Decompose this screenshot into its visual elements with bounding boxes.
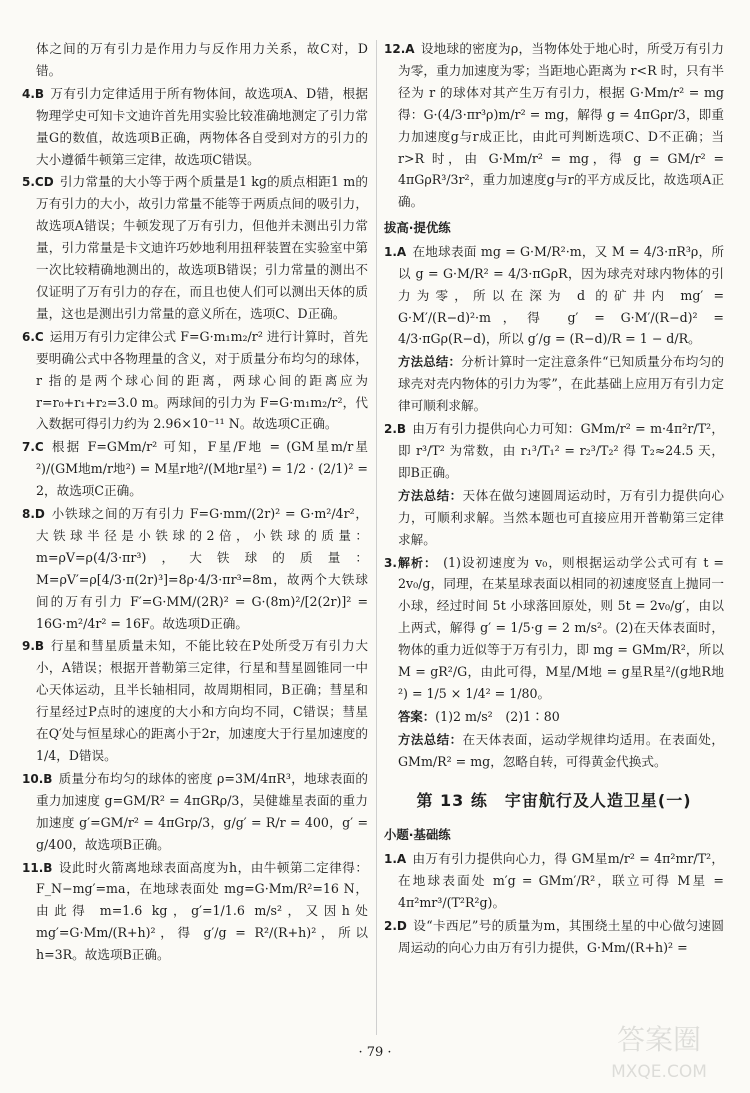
answer-10: 10.B 质量分布均匀的球体的密度 ρ=3M/4πR³，地球表面的重力加速度 g=GM/R² = 4πGRρ/3，吴健雄星表面的重力加速度 g′=GM/r² = 4πGrρ/3，g/g′ = R/r = 400，g′ = g/400，故选项B正确。 bbox=[22, 770, 368, 852]
answer-7: 7.C 根据 F=GMm/r² 可知，F星/F地 = (GM星m/r星²)/(GM地m/r地²) = M星r地²/(M地r星²) = 1/2 · (2/1)² = 2，故选项C正确。 bbox=[22, 439, 368, 499]
watermark-line-2: MXQE.COM bbox=[611, 1062, 707, 1082]
advanced-answer-2-method: 方法总结：天体在做匀速圆周运动时，万有引力提供向心力，可顺利求解。当然本题也可直接应用开普勒第三定律求解。 bbox=[398, 487, 724, 547]
column-divider bbox=[376, 40, 377, 1035]
chapter-title: 第 13 练 宇宙航行及人造卫星(一) bbox=[416, 790, 692, 810]
answer-5: 5.CD 引力常量的大小等于两个质量是1 kg的质点相距1 m的万有引力的大小，故引力常量不能等于两质点间的吸引力，故选项A错误；牛顿发现了万有引力，但他并未测出引力常量，引力常量是卡文迪许巧妙地利用扭秤装置在实验室中第一次比较精确地测出的，故选项B错误；引力常量的测出不仅证明了万有引力的存在，而且也使人们可以测出天体的质量，这也是测出引力常量的意义所在，选项C、D正确。 bbox=[22, 174, 368, 321]
advanced-answer-2: 2.B 由万有引力提供向心力可知：GMm/r² = m·4π²r/T²，即 r³/T² 为常数，由 r₁³/T₁² = r₂³/T₂² 得 T₂≈24.5 天，即B正确。 bbox=[384, 421, 724, 480]
basic-answer-2: 2.D 设“卡西尼”号的质量为m，其围绕土星的中心做匀速圆周运动的向心力由万有引力提供，G·Mm/(R+h)² = bbox=[384, 917, 724, 955]
answer-11: 11.B 设此时火箭离地球表面高度为h，由牛顿第二定律得：F_N−mg′=ma，在地球表面处 mg=G·Mm/R²=16 N，由此得 m=1.6 kg，g′=1/1.6 m/s²，又因h处 mg′=G·Mm/(R+h)²，得 g′/g = R²/(R+h)²，所以 h=3R。故选项B正确。 bbox=[22, 859, 368, 963]
section-advanced-heading: 拔高·提优练 bbox=[384, 220, 451, 236]
watermark-logo bbox=[584, 1015, 734, 1085]
right-column bbox=[384, 38, 724, 1041]
watermark-line-1: 答案圈 bbox=[616, 1023, 702, 1056]
answer-12: 12.A 设地球的密度为ρ，当物体处于地心时，所受万有引力为零，重力加速度为零；当距地心距离为 r<R 时，只有半径为 r 的球体对其产生万有引力，根据 G·Mm/r² = mg 得：G·(4/3·πr³ρ)m/r² = mg，解得 g = 4πGρr/3，即重力加速度g与r成正比，由此可判断选项C、D不正确；当 r>R 时，由 G·Mm/r² = mg，得 g = GM/r² = 4πGρR³/3r²，重力加速度g与r的平方成反比，故选项A正确。 bbox=[384, 41, 724, 210]
answer-9: 9.B 行星和彗星质量未知，不能比较在P处所受万有引力大小，A错误；根据开普勒第三定律，行星和彗星圆锥同一中心天体运动，且半长轴相同，故周期相同，B正确；彗星和行星经过P点时的速度的大小和方向均不同，C错误；彗星在Q′处与恒星球心的距离小于2r，加速度大于行星加速度的1/4，D错误。 bbox=[22, 638, 368, 763]
page-number: · 79 · bbox=[358, 1045, 392, 1061]
advanced-answer-1: 1.A 在地球表面 mg = G·M/R²·m，又 M = 4/3·πR³ρ，所以 g = G·M/R² = 4/3·πGρR，因为球壳对球内物体的引力为零，所以在深为 d 的矿井内 mg′ = G·M′/(R−d)²·m，得 g′ = G·M′/(R−d)² = 4/3·πGρ(R−d)，所以 g′/g = (R−d)/R = 1 − d/R。 bbox=[384, 243, 724, 347]
section-basic-heading: 小题·基础练 bbox=[384, 827, 451, 843]
advanced-answer-1-method: 方法总结：分析计算时一定注意条件“已知质量分布均匀的球壳对壳内物体的引力为零”，在此基础上应用万有引力定律可顺利求解。 bbox=[398, 354, 724, 414]
advanced-answer-3-answer: 答案：(1)2 m/s² (2)1∶80 bbox=[398, 708, 560, 724]
advanced-answer-3-method: 方法总结：在天体表面，运动学规律均适用。在表面处，GMm/R² = mg，忽略自转，可得黄金代换式。 bbox=[398, 731, 724, 769]
left-column bbox=[22, 38, 368, 1041]
answer-8: 8.D 小铁球之间的万有引力 F=G·mm/(2r)² = G·m²/4r²，大铁球半径是小铁球的2倍，小铁球的质量：m=ρV=ρ(4/3·πr³)，大铁球的质量：M=ρV′=ρ[4/3·π(2r)³]=8ρ·4/3·πr³=8m，故两个大铁球间的万有引力 F′=G·MM/(2R)² = G·(8m)²/[2(2r)]² = 16G·m²/4r² = 16F。故选项D正确。 bbox=[22, 506, 368, 631]
answer-3-continued: 体之间的万有引力是作用力与反作用力关系，故C对，D错。 bbox=[36, 41, 368, 78]
answer-6: 6.C 运用万有引力定律公式 F=G·m₁m₂/r² 进行计算时，首先要明确公式中各物理量的含义，对于质量分布均匀的球体，r 指的是两个球心间的距离，两球心间的距离应为 r=r₀+r₁+r₂=3.0 m。两球间的引力为 F=G·m₁m₂/r²，代入数据可得引力约为 2.96×10⁻¹¹ N。故选项C正确。 bbox=[22, 328, 368, 432]
advanced-answer-3: 3.解析： (1)设初速度为 v₀，则根据运动学公式可有 t = 2v₀/g，同理，在某星球表面以相同的初速度竖直上抛同一小球，经过时间 5t 小球落回原处，则 5t = 2v₀/g′，由以上两式，解得 g′ = 1/5·g = 2 m/s²。(2)在天体表面时，物体的重力近似等于万有引力，即 mg = GMm/R²，所以 M = gR²/G，由此可得，M星/M地 = g星R星²/(g地R地²) = 1/5 × 1/4² = 1/80。 bbox=[384, 554, 724, 701]
answer-4: 4.B 万有引力定律适用于所有物体间，故选项A、D错，根据物理学史可知卡文迪许首先用实验比较准确地测定了引力常量G的数值，故选项B正确，两物体各自受到对方的引力的大小遵循牛顿第三定律，故选项C错误。 bbox=[22, 85, 368, 167]
basic-answer-1: 1.A 由万有引力提供向心力，得 GM星m/r² = 4π²mr/T²，在地球表面处 m′g = GMm′/R²，联立可得 M星 = 4π²mr³/(T²R²g)。 bbox=[384, 850, 724, 910]
